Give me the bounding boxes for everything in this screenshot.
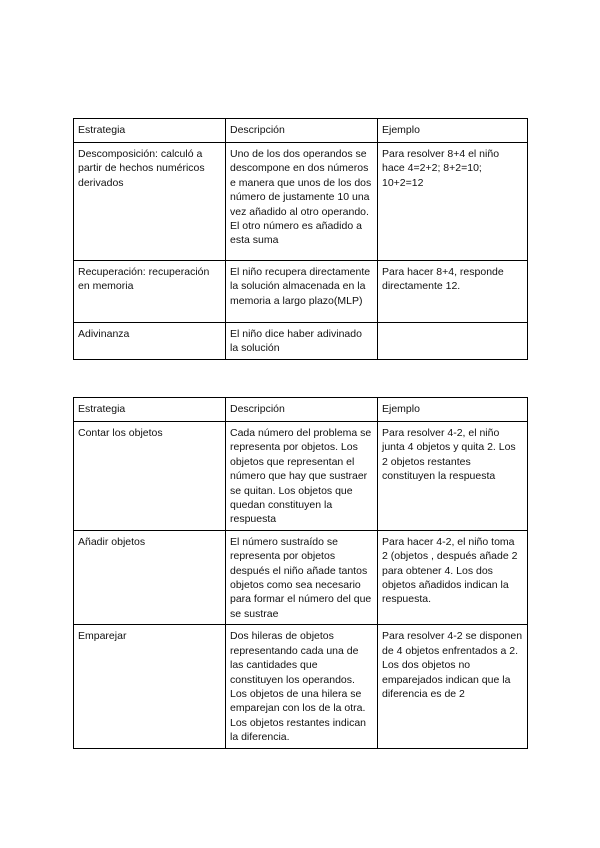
header-estrategia: Estrategia — [74, 398, 226, 422]
table-row — [74, 143, 528, 261]
strategy-table-subtraction — [73, 397, 528, 749]
header-ejemplo: Ejemplo — [378, 119, 528, 143]
cell-descripcion: El niño recupera directamente la solución almacenada en la memoria a largo plazo(MLP) — [226, 261, 378, 323]
cell-descripcion: El niño dice haber adivinado la solución — [226, 323, 378, 360]
cell-estrategia: Descomposición: calculó a partir de hechos numéricos derivados — [74, 143, 226, 261]
header-descripcion: Descripción — [226, 398, 378, 422]
table-row — [74, 323, 528, 360]
cell-descripcion: Dos hileras de objetos representando cada una de las cantidades que constituyen los operandos. Los objetos de una hilera se emparejan con los de la otra. Los objetos restantes indican la diferencia. — [226, 625, 378, 748]
cell-estrategia: Contar los objetos — [74, 422, 226, 531]
cell-ejemplo — [378, 323, 528, 360]
header-estrategia: Estrategia — [74, 119, 226, 143]
header-descripcion: Descripción — [226, 119, 378, 143]
strategy-table-addition — [73, 118, 528, 360]
header-ejemplo: Ejemplo — [378, 398, 528, 422]
table-row — [74, 530, 528, 624]
table-header-row — [74, 119, 528, 143]
cell-ejemplo: Para resolver 4-2, el niño junta 4 objetos y quita 2. Los 2 objetos restantes constituyen la respuesta — [378, 422, 528, 531]
table-row — [74, 261, 528, 323]
cell-ejemplo: Para resolver 8+4 el niño hace 4=2+2; 8+2=10; 10+2=12 — [378, 143, 528, 261]
table-header-row — [74, 398, 528, 422]
table-row — [74, 422, 528, 531]
cell-descripcion: Uno de los dos operandos se descompone en dos números e manera que unos de los dos número de justamente 10 una vez añadido al otro operando. El otro número es añadido a esta suma — [226, 143, 378, 261]
cell-ejemplo: Para hacer 8+4, responde directamente 12. — [378, 261, 528, 323]
cell-estrategia: Emparejar — [74, 625, 226, 748]
table-row — [74, 625, 528, 748]
cell-descripcion: Cada número del problema se representa por objetos. Los objetos que representan el número que hay que sustraer se quitan. Los objetos que quedan constituyen la respuesta — [226, 422, 378, 531]
cell-ejemplo: Para resolver 4-2 se disponen de 4 objetos enfrentados a 2. Los dos objetos no emparejados indican que la diferencia es de 2 — [378, 625, 528, 748]
cell-ejemplo: Para hacer 4-2, el niño toma 2 (objetos , después añade 2 para obtener 4. Los dos objetos añadidos indican la respuesta. — [378, 530, 528, 624]
cell-estrategia: Añadir objetos — [74, 530, 226, 624]
cell-descripcion: El número sustraído se representa por objetos después el niño añade tantos objetos como sea necesario para formar el número del que se sustrae — [226, 530, 378, 624]
cell-estrategia: Adivinanza — [74, 323, 226, 360]
cell-estrategia: Recuperación: recuperación en memoria — [74, 261, 226, 323]
